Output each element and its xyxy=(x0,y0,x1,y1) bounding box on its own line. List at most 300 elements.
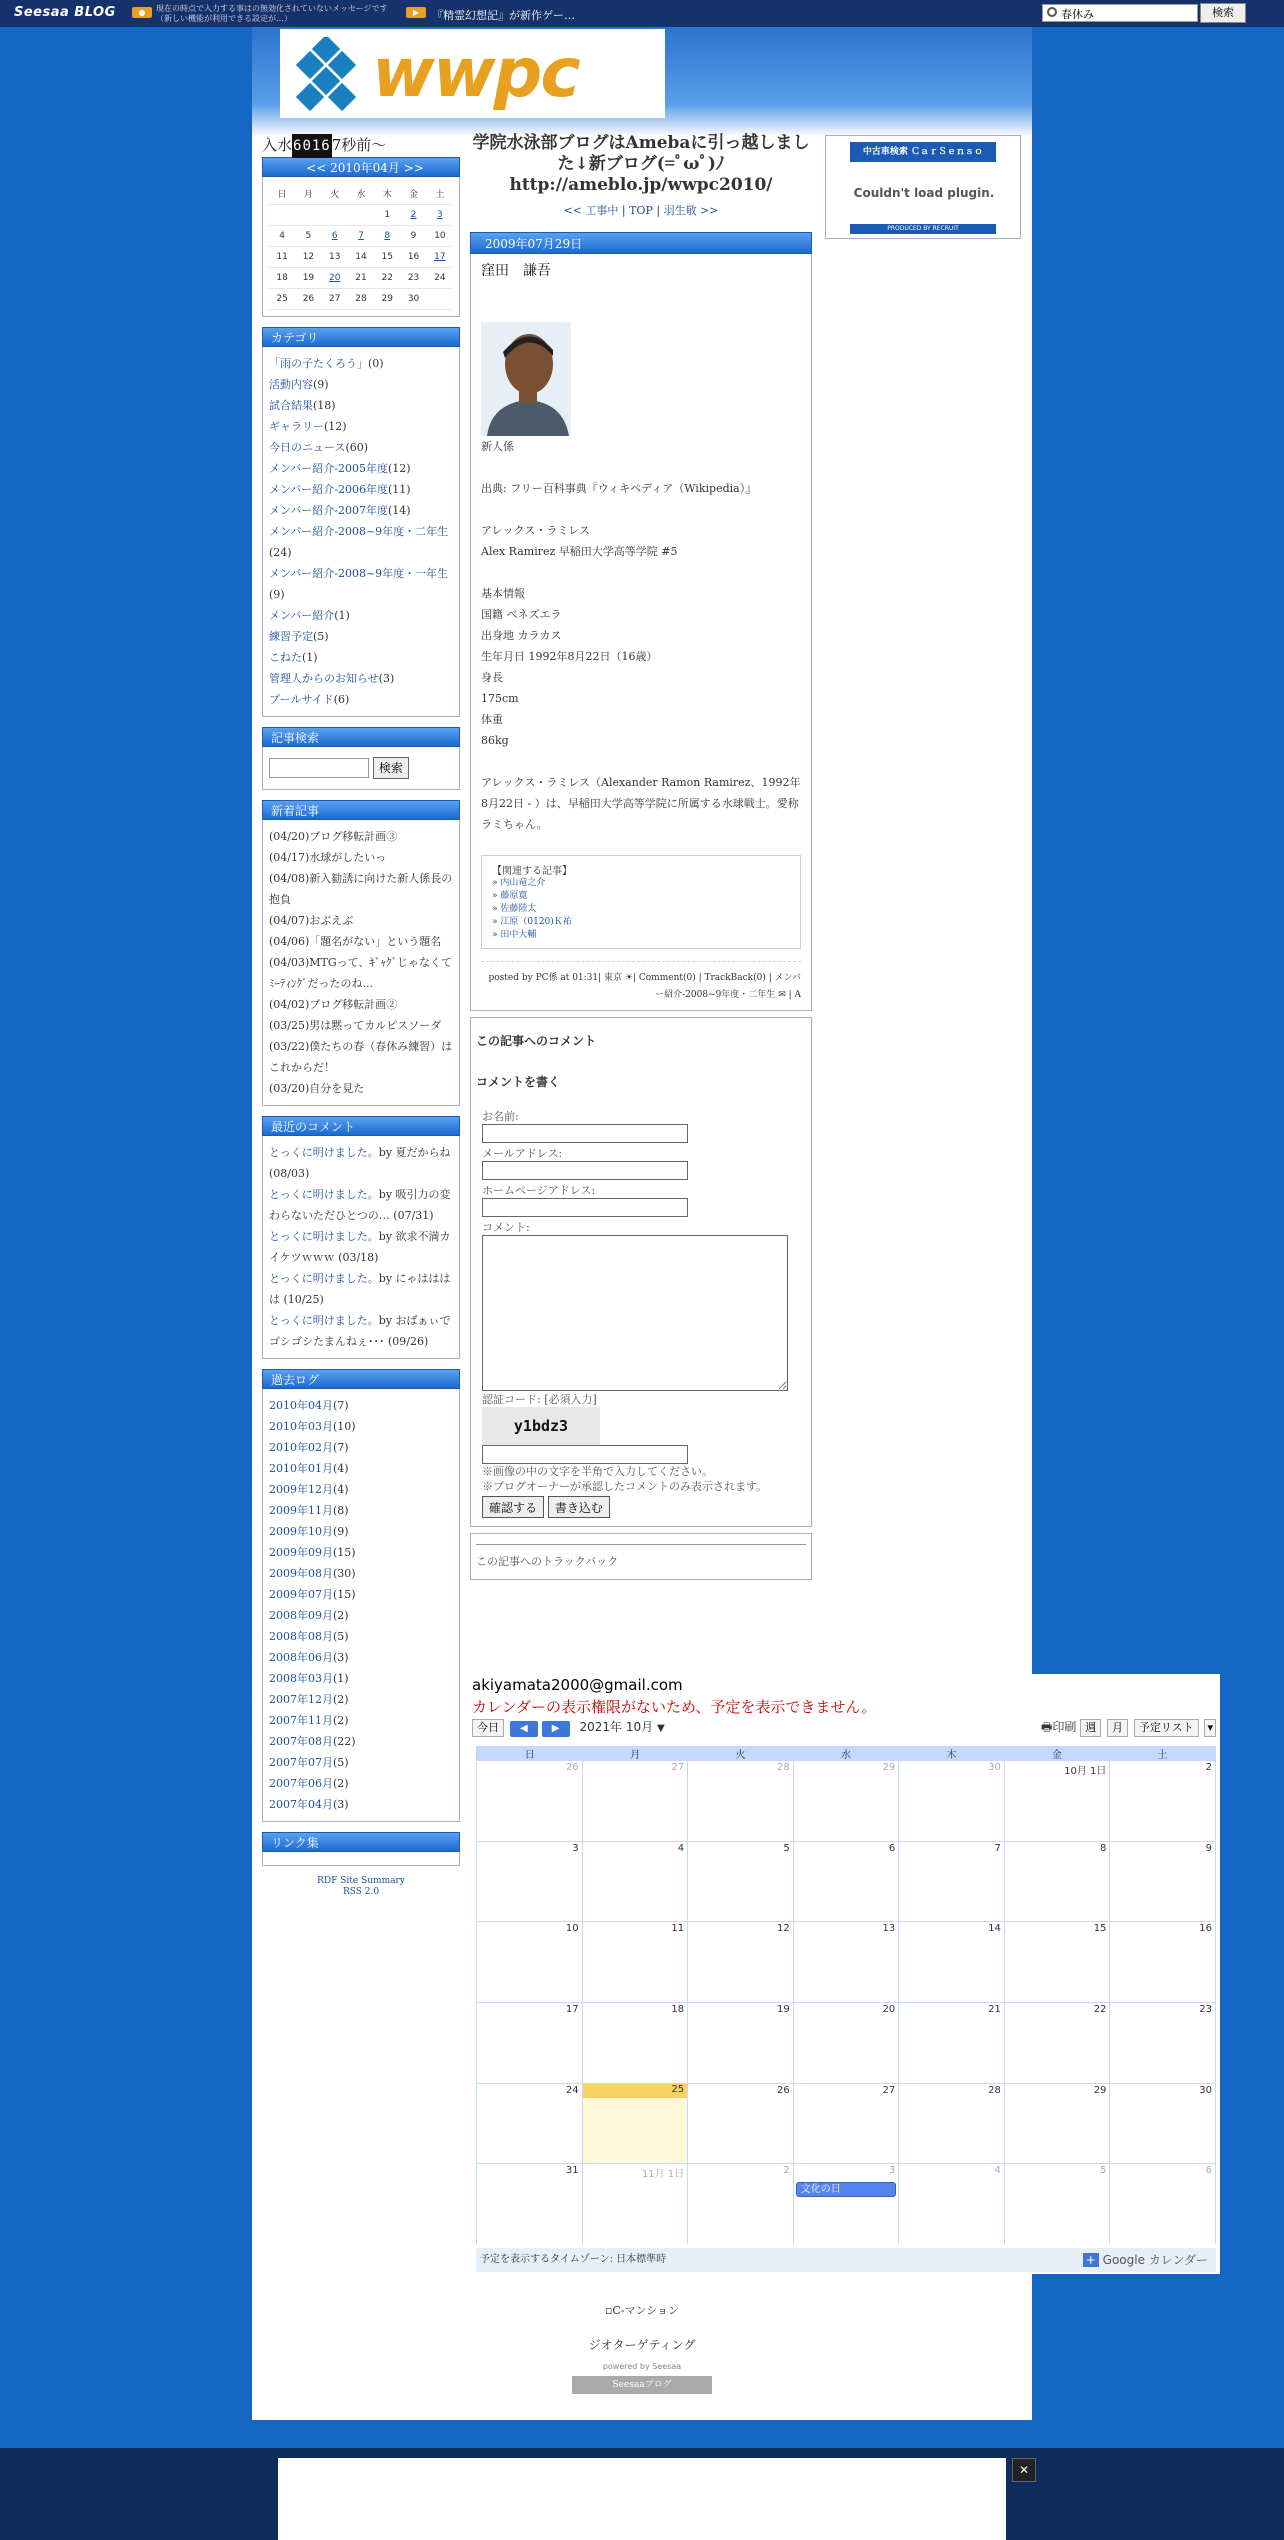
gcal-day-cell[interactable] xyxy=(1110,1922,1215,2002)
category-link[interactable]: メンバー紹介-2008~9年度・二年生 xyxy=(269,524,449,538)
archive-count: (9) xyxy=(333,1524,349,1538)
calendar-day xyxy=(269,204,295,225)
related-article-link[interactable] xyxy=(492,903,790,916)
category-link[interactable]: 試合結果 xyxy=(269,398,313,412)
recent-post-link[interactable]: (04/20)ブログ移転計画③ xyxy=(269,829,398,843)
cmansion-image[interactable]: ▫C-マンション xyxy=(604,2304,680,2317)
gcal-day-number: 7 xyxy=(994,1842,1001,1854)
recent-post-link[interactable]: (04/07)おぶえぶ xyxy=(269,913,354,927)
today-button[interactable]: 今日 xyxy=(472,1719,504,1737)
calendar-day: 24 xyxy=(427,267,453,288)
archive-link[interactable]: 2010年02月 xyxy=(269,1440,333,1454)
gcal-day-cell[interactable] xyxy=(1005,1842,1110,1922)
gcal-day-cell[interactable] xyxy=(477,1922,582,2002)
archive-link[interactable]: 2010年01月 xyxy=(269,1461,333,1475)
next-article-link[interactable]: 羽生敬 >> xyxy=(663,204,719,217)
archive-count: (4) xyxy=(333,1461,349,1475)
archive-link[interactable]: 2009年09月 xyxy=(269,1545,333,1559)
gcal-day-cell[interactable] xyxy=(1005,2084,1110,2164)
category-count: (6) xyxy=(333,692,350,706)
gcal-day-cell[interactable] xyxy=(688,1761,793,1841)
month-grid xyxy=(476,1746,1216,2244)
recent-post-link[interactable]: (04/06)「題名がない」という題名 xyxy=(269,934,442,948)
gcal-day-number: 26 xyxy=(776,2084,790,2096)
archive-item xyxy=(269,1668,453,1689)
calendar-dow: 水 xyxy=(348,183,374,204)
print-icon: 🖶 xyxy=(1041,1720,1053,1734)
gcal-day-number: 13 xyxy=(882,1923,896,1935)
archive-count: (8) xyxy=(333,1503,349,1517)
calendar-day: 15 xyxy=(374,246,400,267)
header xyxy=(252,27,1032,137)
category-link[interactable]: メンバー紹介-2006年度 xyxy=(269,482,388,496)
approval-note: ※ブログオーナーが承認したコメントのみ表示されます。 xyxy=(482,1480,768,1493)
archive-item xyxy=(269,1458,453,1479)
category-link[interactable]: 管理人からのお知らせ xyxy=(269,671,379,685)
font-size-icon[interactable]: A xyxy=(794,990,801,1000)
article-nav: << 工事中 | TOP | 羽生敬 >> xyxy=(563,204,719,217)
gcal-day-number: 14 xyxy=(988,1923,1001,1935)
news-icon: ▶ xyxy=(406,7,426,18)
gcal-day-cell[interactable] xyxy=(1110,2164,1215,2244)
calendar-dow: 金 xyxy=(400,183,426,204)
gcal-day-cell[interactable] xyxy=(688,2084,793,2164)
category-item xyxy=(269,416,453,437)
article-line xyxy=(481,751,801,772)
blog-title: 学院水泳部ブログはAmebaに引っ越しました↓新ブログ(=ﾟωﾟ)ﾉ http://ameblo.jp/wwpc2010/ xyxy=(472,133,810,195)
recent-comment-author: by おばぁぃでゴシゴシたまんねぇ･･･ (09/26) xyxy=(269,1313,451,1348)
gcal-day-cell[interactable] xyxy=(1005,2003,1110,2083)
recent-comment xyxy=(269,1310,453,1352)
calendar-header[interactable] xyxy=(262,157,460,177)
recent-post-link[interactable]: (03/20)自分を見た xyxy=(269,1081,365,1095)
category-link[interactable]: メンバー紹介-2007年度 xyxy=(269,503,388,517)
article-title: 窪田 謙吾 xyxy=(481,263,551,279)
category-count: (1) xyxy=(334,608,350,622)
gcal-day-cell[interactable] xyxy=(583,2003,688,2083)
next-month-button[interactable]: ▶ xyxy=(542,1721,570,1737)
close-icon[interactable]: ✕ xyxy=(1012,2458,1036,2482)
category-count: (3) xyxy=(378,671,395,685)
category-link[interactable]: 活動内容 xyxy=(269,377,313,391)
calendar-day: 10 xyxy=(427,225,453,246)
email-field[interactable] xyxy=(482,1161,688,1180)
seesaa-logo[interactable]: Seesaa BLOG xyxy=(14,5,116,20)
gcal-day-number: 2 xyxy=(783,2165,790,2177)
gcal-day-cell[interactable] xyxy=(1110,1842,1215,1922)
calendar-day[interactable]: 3 xyxy=(427,204,453,225)
archive-link[interactable]: 2008年06月 xyxy=(269,1650,333,1664)
archive-item xyxy=(269,1416,453,1437)
gcal-day-number: 11 xyxy=(671,1923,685,1935)
calendar-day: 16 xyxy=(400,246,426,267)
recent-comments-list xyxy=(262,1136,460,1359)
gcal-day-cell[interactable] xyxy=(794,2164,899,2244)
archive-link[interactable]: 2007年11月 xyxy=(269,1713,333,1727)
recruit-banner[interactable]: PRODUCED BY RECRUIT xyxy=(850,224,996,234)
article-search-button[interactable]: 検索 xyxy=(373,757,409,779)
article xyxy=(470,254,812,1011)
name-label: お名前: xyxy=(482,1110,519,1123)
calendar-day: 25 xyxy=(269,288,295,309)
archive-link[interactable]: 2009年11月 xyxy=(269,1503,333,1517)
category-header: カテゴリ xyxy=(262,327,460,347)
recent-post-link[interactable]: (03/22)僕たちの春（春休み練習）はこれからだ！ xyxy=(269,1039,453,1074)
calendar-title[interactable]: << 2010年04月 >> xyxy=(306,161,424,175)
calendar-day[interactable]: 6 xyxy=(322,225,348,246)
gcal-dow: 月 xyxy=(630,1750,641,1761)
powered-by[interactable] xyxy=(572,2362,712,2400)
gcal-day-cell[interactable] xyxy=(1110,2003,1215,2083)
gcal-day-cell[interactable] xyxy=(794,1922,899,2002)
rss-link[interactable]: RSS 2.0 xyxy=(342,1886,380,1897)
archive-link[interactable]: 2007年07月 xyxy=(269,1755,333,1769)
calendar-footer xyxy=(476,2248,1216,2272)
archive-link[interactable]: 2008年03月 xyxy=(269,1671,333,1685)
top-link[interactable]: TOP xyxy=(629,204,653,217)
gcal-day-cell[interactable] xyxy=(477,2164,582,2244)
calendar-day[interactable]: 20 xyxy=(322,267,348,288)
gcal-day-number: 17 xyxy=(565,2003,579,2015)
calendar-day[interactable]: 2 xyxy=(400,204,426,225)
category-link[interactable]: メンバー紹介 xyxy=(269,608,335,622)
calendar-day: 11 xyxy=(269,246,295,267)
category-link[interactable]: ギャラリー xyxy=(269,419,324,433)
gcal-day-cell[interactable] xyxy=(899,2164,1004,2244)
category-link[interactable]: 練習予定 xyxy=(269,629,313,643)
category-link[interactable]: こねた xyxy=(269,650,302,664)
category-count: (18) xyxy=(313,398,336,412)
site-logo[interactable] xyxy=(280,29,665,118)
gcal-day-number: 31 xyxy=(565,2165,579,2177)
archive-link[interactable]: 2010年03月 xyxy=(269,1419,333,1433)
gcal-day-cell[interactable] xyxy=(688,2164,793,2244)
gcal-dow: 日 xyxy=(524,1750,535,1761)
related-article-link[interactable] xyxy=(492,877,790,890)
related-article-label[interactable]: 田中大輔 xyxy=(500,930,537,940)
gcal-day-cell[interactable] xyxy=(477,1842,582,1922)
prev-article-link[interactable]: << 工事中 xyxy=(563,204,619,217)
related-article-label[interactable]: 内山竜之介 xyxy=(500,878,546,888)
gcal-day-cell[interactable] xyxy=(1110,2084,1215,2164)
prev-month-button[interactable]: ◀ xyxy=(510,1721,538,1737)
recent-comments-header: 最近のコメント xyxy=(262,1116,460,1136)
category-link[interactable]: プールサイド xyxy=(269,692,334,706)
recent-comment xyxy=(269,1184,453,1226)
article-line: 175cm xyxy=(481,692,519,705)
gcal-day-cell[interactable] xyxy=(583,2084,688,2164)
category-count: (24) xyxy=(269,545,292,559)
archive-item xyxy=(269,1521,453,1542)
related-article-link[interactable] xyxy=(492,916,790,929)
gcal-day-number: 5 xyxy=(1100,2165,1107,2177)
gcal-day-cell[interactable] xyxy=(899,1922,1004,2002)
archive-item xyxy=(269,1479,453,1500)
gcal-day-number: 28 xyxy=(776,1762,790,1773)
archive-count: (2) xyxy=(333,1692,349,1706)
gcal-day-cell[interactable] xyxy=(794,1761,899,1841)
month-dropdown-icon[interactable]: ▼ xyxy=(656,1723,665,1734)
gcal-day-number: 23 xyxy=(1199,2003,1212,2015)
notice-text[interactable]: 現在の時点で入力する事はの無効化されていないメッセージです（新しい機能が利用できる設定が…） xyxy=(156,4,388,23)
recent-post-link[interactable]: (04/03)MTGって、ｷﾞｬｸﾞじゃなくてﾐｰﾃｨﾝｸﾞだったのね... xyxy=(269,955,452,990)
archive-header: 過去ログ xyxy=(262,1369,460,1389)
archive-count: (5) xyxy=(333,1629,349,1643)
captcha-field[interactable] xyxy=(482,1445,688,1464)
gcal-day-number: 28 xyxy=(988,2084,1001,2096)
category-item xyxy=(269,689,453,710)
search-icon xyxy=(1047,7,1057,17)
agenda-dropdown-icon[interactable]: ▾ xyxy=(1204,1719,1216,1737)
calendar-day: 23 xyxy=(400,267,426,288)
captcha-label: 認証コード: [必須入力] xyxy=(482,1393,597,1406)
gcal-day-cell[interactable] xyxy=(899,2003,1004,2083)
calendar-day xyxy=(348,204,374,225)
gcal-dow: 金 xyxy=(1051,1750,1062,1761)
gcal-day-cell[interactable] xyxy=(899,1842,1004,1922)
gcal-day-cell[interactable] xyxy=(583,1842,688,1922)
homepage-field[interactable] xyxy=(482,1198,688,1217)
category-item xyxy=(269,374,453,395)
category-link[interactable]: メンバー紹介-2005年度 xyxy=(269,461,388,475)
gcal-day-cell[interactable] xyxy=(794,2003,899,2083)
confirm-button[interactable]: 確認する xyxy=(482,1496,544,1518)
google-calendar-link[interactable]: + Google カレンダー xyxy=(1083,2248,1208,2272)
cmansion-alt: C-マンション xyxy=(612,2304,680,2317)
gcal-day-cell[interactable] xyxy=(688,1922,793,2002)
gcal-day-number: 26 xyxy=(565,1762,579,1773)
archive-item xyxy=(269,1773,453,1794)
related-article-label[interactable]: 佐藤陸太 xyxy=(500,904,537,914)
archive-link[interactable]: 2009年07月 xyxy=(269,1587,333,1601)
archive-link[interactable]: 2008年08月 xyxy=(269,1629,333,1643)
calendar-day[interactable]: 17 xyxy=(427,246,453,267)
recent-comment-author: by 夏だからね (08/03) xyxy=(269,1145,451,1180)
calendar-day: 12 xyxy=(295,246,321,267)
rdf-link[interactable]: RDF Site Summary xyxy=(317,1875,405,1886)
gcal-day-cell[interactable] xyxy=(477,2084,582,2164)
category-count: (9) xyxy=(313,377,329,391)
calendar-day: 13 xyxy=(322,246,348,267)
gcal-day-cell[interactable] xyxy=(794,2084,899,2164)
submit-button[interactable]: 書き込む xyxy=(548,1496,610,1518)
search-button[interactable]: 検索 xyxy=(1200,3,1246,23)
gcal-event[interactable]: 文化の日 xyxy=(796,2182,897,2197)
article-line xyxy=(481,562,801,583)
archive-link[interactable]: 2009年08月 xyxy=(269,1566,333,1580)
gcal-day-cell[interactable] xyxy=(583,2164,688,2244)
calendar-day[interactable]: 8 xyxy=(374,225,400,246)
gcal-day-number: 21 xyxy=(988,2003,1001,2015)
category-link[interactable]: 「雨の子たくろう」 xyxy=(269,356,368,370)
gcal-day-cell[interactable] xyxy=(794,1842,899,1922)
info-icon: ● xyxy=(132,7,152,18)
archive-item xyxy=(269,1794,453,1815)
month-tab[interactable]: 月 xyxy=(1107,1719,1128,1737)
gcal-day-cell[interactable] xyxy=(1005,2164,1110,2244)
archive-link[interactable]: 2010年04月 xyxy=(269,1398,333,1412)
article-line: 出典: フリー百科事典『ウィキペディア（Wikipedia）』 xyxy=(481,482,757,495)
gcal-day-number: 9 xyxy=(1205,1842,1212,1854)
bullet-icon: » xyxy=(492,878,501,888)
recent-comment-link[interactable]: とっくに明けました。 xyxy=(269,1187,379,1201)
calendar-dow: 土 xyxy=(427,183,453,204)
archive-count: (7) xyxy=(333,1398,349,1412)
month-label[interactable]: 2021年 10月 xyxy=(579,1720,654,1734)
archive-item xyxy=(269,1710,453,1731)
search-input[interactable] xyxy=(1042,4,1198,22)
article-line: 新人係 xyxy=(481,440,514,453)
related-article-label[interactable]: 藤原寛 xyxy=(500,891,528,901)
captcha-note: ※画像の中の文字を半角で入力してください。 xyxy=(482,1465,713,1478)
seesaa-blog-button[interactable]: Seesaaブログ xyxy=(572,2376,712,2394)
carsensor-banner[interactable]: 中古車検索 ＣａｒＳｅｎｓｏｒ.Net xyxy=(850,142,996,162)
feed-links xyxy=(262,1876,460,1898)
comment-section xyxy=(470,1017,812,1527)
archive-link[interactable]: 2007年12月 xyxy=(269,1692,333,1706)
article-line: Alex Ramirez 早稲田大学高等学院 #5 xyxy=(481,545,678,558)
print-button[interactable]: 🖶印刷 xyxy=(1041,1720,1077,1734)
name-field[interactable] xyxy=(482,1124,688,1143)
archive-link[interactable]: 2007年04月 xyxy=(269,1797,333,1811)
gcal-day-cell[interactable] xyxy=(1110,1761,1215,1841)
trackback-heading: この記事へのトラックバック xyxy=(476,1544,806,1569)
add-icon: + xyxy=(1083,2253,1099,2267)
category-count: (11) xyxy=(387,482,411,496)
calendar-day xyxy=(322,204,348,225)
calendar-day: 19 xyxy=(295,267,321,288)
comment-textarea[interactable] xyxy=(482,1235,788,1391)
gcal-day-cell[interactable] xyxy=(583,1922,688,2002)
category-link[interactable]: メンバー紹介-2008~9年度・一年生 xyxy=(269,566,449,580)
recent-comment-link[interactable]: とっくに明けました。 xyxy=(269,1271,379,1285)
gcal-day-number: 12 xyxy=(776,1923,790,1935)
gcal-day-number: 25 xyxy=(583,2084,688,2098)
recent-comment-link[interactable]: とっくに明けました。 xyxy=(269,1229,379,1243)
gcal-day-cell[interactable] xyxy=(477,2003,582,2083)
recent-comment-author: by にゃはははは (10/25) xyxy=(269,1271,451,1306)
calendar-dow: 月 xyxy=(295,183,321,204)
gcal-day-cell[interactable] xyxy=(1005,1922,1110,2002)
related-article-link[interactable] xyxy=(492,890,790,903)
category-item xyxy=(269,458,453,479)
news-link[interactable]: 『精霊幻想記』が新作ゲー… xyxy=(432,9,575,22)
category-item xyxy=(269,437,453,458)
gcal-day-cell[interactable] xyxy=(899,1761,1004,1841)
archive-count: (4) xyxy=(333,1482,349,1496)
gcal-day-number: 29 xyxy=(882,1762,896,1773)
archive-link[interactable]: 2009年10月 xyxy=(269,1524,333,1538)
main-column xyxy=(470,133,812,1580)
gcal-day-cell[interactable] xyxy=(1005,1761,1110,1841)
captcha-image: y1bdz3 xyxy=(482,1407,600,1445)
category-item xyxy=(269,353,453,374)
homepage-label: ホームページアドレス: xyxy=(482,1184,596,1197)
gcal-day-cell[interactable] xyxy=(688,1842,793,1922)
posted-text[interactable]: posted by PC係 at 01:31| 東京 ☀| Comment(0) | TrackBack(0) | メンバー紹介-2008~9年度・二年生 xyxy=(488,973,801,1000)
comment-label: コメント: xyxy=(482,1221,530,1234)
bullet-icon: » xyxy=(492,904,501,914)
calendar-error: カレンダーの表示権限がないため、予定を表示できません。 xyxy=(472,1698,877,1716)
gcal-day-cell[interactable] xyxy=(477,1761,582,1841)
counter-suffix: 7秒前～ xyxy=(331,136,387,154)
recent-post-link[interactable]: (04/17)水球がしたいっ xyxy=(269,850,387,864)
gcal-day-cell[interactable] xyxy=(899,2084,1004,2164)
gcal-day-number: 4 xyxy=(994,2165,1001,2177)
category-list xyxy=(262,347,460,717)
ad-banner[interactable] xyxy=(278,2458,1006,2540)
category-link[interactable]: 今日のニュース xyxy=(269,440,346,454)
related-article-link[interactable] xyxy=(492,929,790,942)
archive-link[interactable]: 2009年12月 xyxy=(269,1482,333,1496)
recent-post-link[interactable]: (03/25)男は黙ってカルピスソーダ xyxy=(269,1018,442,1032)
calendar-day: 22 xyxy=(374,267,400,288)
archive-item xyxy=(269,1689,453,1710)
archive-link[interactable]: 2007年08月 xyxy=(269,1734,333,1748)
article-search-input[interactable] xyxy=(269,758,369,778)
links-header: リンク集 xyxy=(262,1832,460,1852)
archive-link[interactable]: 2008年09月 xyxy=(269,1608,333,1622)
profile-photo xyxy=(481,322,571,436)
archive-count: (2) xyxy=(333,1713,349,1727)
archive-item xyxy=(269,1542,453,1563)
recent-comment-link[interactable]: とっくに明けました。 xyxy=(269,1145,379,1159)
agenda-tab[interactable]: 予定リスト xyxy=(1134,1719,1199,1737)
gcal-day-number: 16 xyxy=(1199,1923,1212,1935)
recent-post-link[interactable]: (04/02)ブログ移転計画② xyxy=(269,997,398,1011)
bullet-icon: » xyxy=(492,891,501,901)
recent-comment xyxy=(269,1268,453,1310)
archive-count: (2) xyxy=(333,1608,349,1622)
counter-prefix: 入水 xyxy=(262,136,293,154)
calendar-day: 29 xyxy=(374,288,400,309)
calendar-day: 4 xyxy=(269,225,295,246)
category-count: (12) xyxy=(387,461,411,475)
week-tab[interactable]: 週 xyxy=(1080,1719,1101,1737)
recent-comment-link[interactable]: とっくに明けました。 xyxy=(269,1313,379,1327)
archive-link[interactable]: 2007年06月 xyxy=(269,1776,333,1790)
trackback-section xyxy=(470,1533,812,1580)
article-line: アレックス・ラミレス xyxy=(481,524,591,537)
archive-item xyxy=(269,1647,453,1668)
archive-item xyxy=(269,1500,453,1521)
recent-post-link[interactable]: (04/08)新入勧誘に向けた新人係長の抱負 xyxy=(269,871,453,906)
article-line: 86kg xyxy=(481,734,509,747)
archive-count: (7) xyxy=(333,1440,349,1454)
category-item xyxy=(269,395,453,416)
mail-icon[interactable]: ✉ xyxy=(778,990,786,1000)
google-calendar xyxy=(470,1674,1220,2274)
gcal-day-number: 11月 1日 xyxy=(641,2169,685,2181)
gcal-day-cell[interactable] xyxy=(688,2003,793,2083)
category-item xyxy=(269,500,453,521)
gcal-day-number: 2 xyxy=(1205,1762,1212,1773)
gcal-day-number: 30 xyxy=(1199,2084,1212,2096)
geo-link[interactable]: ジオターゲティング xyxy=(588,2338,696,2352)
category-count: (60) xyxy=(345,440,369,454)
calendar-day: 28 xyxy=(348,288,374,309)
related-article-label[interactable]: 江原（0120)Ｋ祐 xyxy=(500,917,572,927)
bottom-links xyxy=(252,2302,1032,2353)
gcal-day-number: 27 xyxy=(671,1762,685,1773)
calendar-day: 30 xyxy=(400,288,426,309)
article-line: 基本情報 xyxy=(481,587,525,600)
archive-item xyxy=(269,1731,453,1752)
gcal-day-cell[interactable] xyxy=(583,1761,688,1841)
calendar-email: akiyamata2000@gmail.com xyxy=(472,1676,683,1694)
calendar-day[interactable]: 7 xyxy=(348,225,374,246)
archive-count: (1) xyxy=(333,1671,349,1685)
